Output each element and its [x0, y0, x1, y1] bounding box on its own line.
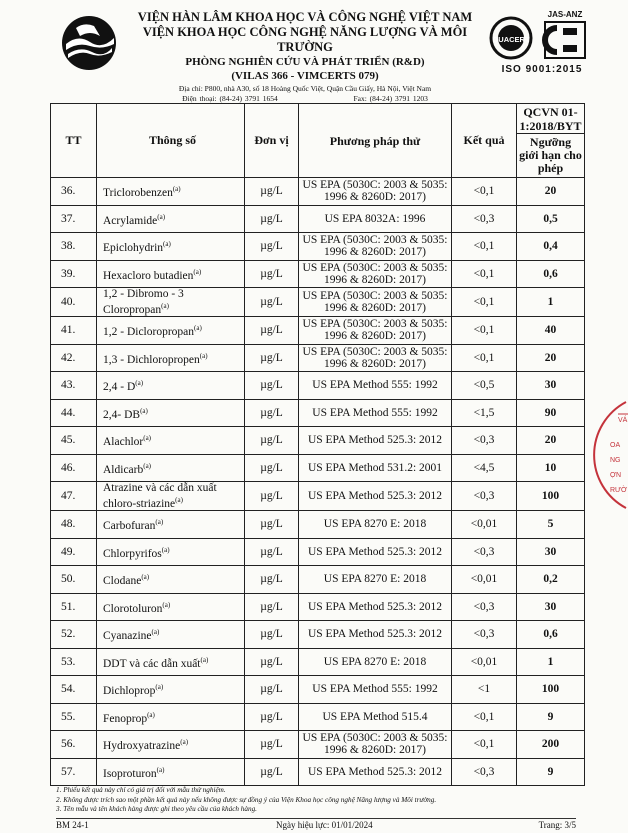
table-row	[51, 260, 585, 288]
limit-value: 5	[517, 511, 585, 539]
stamp-text	[610, 415, 628, 494]
accreditation-marker: (a)	[175, 496, 183, 504]
accreditation-marker: (a)	[143, 461, 152, 470]
accreditation-marker: (a)	[172, 185, 181, 194]
accreditation-marker: (a)	[141, 573, 150, 582]
parameter-name-text	[103, 322, 202, 338]
stamp-text-fragment: ỢN	[610, 472, 622, 479]
results-table-body	[51, 178, 585, 786]
footer-divider	[56, 818, 576, 819]
limit-value: 1	[517, 648, 585, 676]
parameter-name-text	[103, 516, 163, 532]
table-row	[51, 566, 585, 594]
document-header	[0, 0, 607, 103]
limit-value: 100	[517, 482, 585, 511]
jas-anz-text: JAS-ANZ	[547, 10, 583, 19]
limit-value: 30	[517, 372, 585, 400]
row-number: 41.	[51, 317, 97, 345]
table-row	[51, 482, 585, 511]
limit-value: 20	[517, 178, 585, 206]
limit-value: 0,4	[517, 233, 585, 261]
limit-value: 20	[517, 427, 585, 455]
result-value: <0,1	[452, 703, 517, 731]
parameter-name	[97, 676, 245, 704]
header-line-academy: VIỆN HÀN LÂM KHOA HỌC VÀ CÔNG NGHỆ VIỆT NAM	[137, 10, 473, 24]
accreditation-marker: (a)	[200, 655, 209, 664]
result-value: <0,1	[452, 731, 517, 759]
page-number: Trang: 3/5	[538, 820, 576, 830]
test-method: US EPA (5030C: 2003 & 5035: 1996 & 8260D: 2017)	[299, 317, 452, 345]
parameter-name	[97, 399, 245, 427]
accreditation-marker: (a)	[147, 710, 155, 719]
accreditation-marker: (a)	[161, 302, 169, 310]
test-method: US EPA (5030C: 2003 & 5035: 1996 & 8260D: 2017)	[299, 344, 452, 372]
table-row	[51, 344, 585, 372]
test-method: US EPA 8032A: 1996	[299, 205, 452, 233]
parameter-name-text	[103, 432, 151, 448]
accreditation-marker: (a)	[135, 379, 144, 388]
test-method: US EPA Method 525.3: 2012	[299, 482, 452, 511]
unit: µg/L	[245, 482, 299, 511]
accreditation-marker: (a)	[180, 738, 189, 747]
table-row	[51, 233, 585, 261]
results-table	[50, 103, 585, 786]
result-value: <0,3	[452, 482, 517, 511]
header-fax: Fax: (84-24) 3791 1203	[353, 94, 428, 103]
row-number: 53.	[51, 648, 97, 676]
header-result: Kết quả	[452, 104, 517, 178]
test-method: US EPA Method 525.3: 2012	[299, 593, 452, 621]
parameter-name-text	[103, 626, 159, 642]
row-number: 52.	[51, 621, 97, 649]
footnote-2: 2. Không được trích sao một phần kết quả này nếu không được sự đồng ý của Viện Khoa học công nghệ Năng lượng và Môi trường.	[56, 795, 437, 804]
limit-value: 40	[517, 317, 585, 345]
result-value: <0,01	[452, 648, 517, 676]
table-row	[51, 205, 585, 233]
parameter-name	[97, 344, 245, 372]
parameter-name-text	[103, 211, 165, 227]
accreditation-marker: (a)	[194, 324, 202, 333]
test-method: US EPA Method 525.3: 2012	[299, 758, 452, 786]
parameter-name	[97, 454, 245, 482]
accreditation-marker: (a)	[156, 765, 165, 774]
parameter-name-text	[103, 266, 201, 282]
parameter-name	[97, 427, 245, 455]
test-method: US EPA Method 525.3: 2012	[299, 538, 452, 566]
unit: µg/L	[245, 758, 299, 786]
row-number: 38.	[51, 233, 97, 261]
table-row	[51, 454, 585, 482]
limit-value: 20	[517, 344, 585, 372]
parameter-label: 1,3 - Dichloropropen	[103, 353, 200, 366]
limit-value: 200	[517, 731, 585, 759]
header-method: Phương pháp thử	[299, 104, 452, 178]
result-value: <4,5	[452, 454, 517, 482]
unit: µg/L	[245, 288, 299, 317]
parameter-name	[97, 317, 245, 345]
test-method: US EPA Method 531.2: 2001	[299, 454, 452, 482]
result-value: <0,3	[452, 538, 517, 566]
result-value: <0,01	[452, 511, 517, 539]
unit: µg/L	[245, 731, 299, 759]
unit: µg/L	[245, 427, 299, 455]
unit: µg/L	[245, 648, 299, 676]
result-value: <0,3	[452, 621, 517, 649]
table-row	[51, 676, 585, 704]
accreditation-marker: (a)	[155, 683, 164, 692]
parameter-label: Triclorobenzen	[103, 187, 173, 200]
header-line-department: PHÒNG NGHIÊN CỨU VÀ PHÁT TRIỂN (R&D)	[185, 56, 425, 68]
test-method: US EPA (5030C: 2003 & 5035: 1996 & 8260D: 2017)	[299, 731, 452, 759]
parameter-name-text	[103, 764, 164, 780]
result-value: <1,5	[452, 399, 517, 427]
table-row	[51, 178, 585, 206]
parameter-name	[97, 233, 245, 261]
test-method: US EPA Method 555: 1992	[299, 372, 452, 400]
row-number: 40.	[51, 288, 97, 317]
limit-value: 90	[517, 399, 585, 427]
unit: µg/L	[245, 621, 299, 649]
stamp-text-fragment: RƯỜ	[610, 487, 628, 494]
result-value: <0,1	[452, 317, 517, 345]
parameter-label: Epiclohydrin	[103, 242, 164, 255]
row-number: 46.	[51, 454, 97, 482]
footnotes	[56, 786, 436, 815]
header-phone: Điện thoại: (84-24) 3791 1654	[182, 94, 278, 103]
stamp-text-fragment: VÁ	[618, 417, 628, 424]
parameter-name-text	[103, 482, 242, 510]
row-number: 45.	[51, 427, 97, 455]
parameter-name	[97, 538, 245, 566]
parameter-name	[97, 758, 245, 786]
result-value: <1	[452, 676, 517, 704]
header-line-institute: VIỆN KHOA HỌC CÔNG NGHỆ NĂNG LƯỢNG VÀ MÔI TRƯỜNG	[142, 25, 468, 54]
test-method: US EPA Method 555: 1992	[299, 676, 452, 704]
parameter-label: DDT và các dẫn xuất	[103, 657, 201, 670]
row-number: 39.	[51, 260, 97, 288]
parameter-name	[97, 205, 245, 233]
parameter-label: Fenoprop	[103, 712, 148, 725]
result-value: <0,1	[452, 178, 517, 206]
parameter-name-text	[103, 238, 171, 254]
result-value: <0,5	[452, 372, 517, 400]
test-method: US EPA Method 555: 1992	[299, 399, 452, 427]
parameter-name-text	[103, 183, 181, 199]
parameter-label: Clodane	[103, 575, 142, 588]
unit: µg/L	[245, 178, 299, 206]
limit-value: 30	[517, 538, 585, 566]
parameter-label: Aldicarb	[103, 463, 144, 476]
unit: µg/L	[245, 372, 299, 400]
parameter-name-text	[103, 460, 151, 476]
red-stamp-seal	[588, 400, 628, 510]
row-number: 56.	[51, 731, 97, 759]
limit-value: 10	[517, 454, 585, 482]
test-method: US EPA (5030C: 2003 & 5035: 1996 & 8260D: 2017)	[299, 233, 452, 261]
parameter-name	[97, 621, 245, 649]
table-row	[51, 372, 585, 400]
header-unit: Đơn vị	[245, 104, 299, 178]
parameter-name	[97, 288, 245, 317]
parameter-label: Acrylamide	[103, 214, 158, 227]
table-row	[51, 427, 585, 455]
parameter-name-text	[103, 736, 188, 752]
row-number: 44.	[51, 399, 97, 427]
result-value: <0,1	[452, 344, 517, 372]
limit-value: 0,6	[517, 621, 585, 649]
header-parameter: Thông số	[97, 104, 245, 178]
table-row	[51, 703, 585, 731]
unit: µg/L	[245, 593, 299, 621]
parameter-name	[97, 648, 245, 676]
parameter-label: Chlorpyrifos	[103, 547, 162, 560]
unit: µg/L	[245, 676, 299, 704]
row-number: 37.	[51, 205, 97, 233]
unit: µg/L	[245, 703, 299, 731]
parameter-label: Clorotoluron	[103, 602, 163, 615]
accreditation-marker: (a)	[140, 406, 148, 415]
parameter-label: Cyanazine	[103, 630, 152, 643]
parameter-name	[97, 566, 245, 594]
row-number: 42.	[51, 344, 97, 372]
iso-certification: ISO 9001:2015	[501, 64, 583, 75]
test-method: US EPA (5030C: 2003 & 5035: 1996 & 8260D: 2017)	[299, 178, 452, 206]
parameter-name-text	[103, 599, 170, 615]
parameter-name	[97, 511, 245, 539]
header-address: Địa chỉ: P800, nhà A30, số 18 Hoàng Quốc Việt, Quận Cầu Giấy, Hà Nội, Việt Nam	[178, 84, 432, 93]
row-number: 47.	[51, 482, 97, 511]
limit-value: 9	[517, 703, 585, 731]
accreditation-marker: (a)	[151, 628, 160, 637]
parameter-name-text	[103, 681, 163, 697]
accreditation-marker: (a)	[155, 518, 164, 527]
parameter-label: Dichloprop	[103, 685, 156, 698]
test-method: US EPA Method 525.3: 2012	[299, 621, 452, 649]
unit: µg/L	[245, 511, 299, 539]
table-row	[51, 648, 585, 676]
table-row	[51, 399, 585, 427]
row-number: 55.	[51, 703, 97, 731]
accreditation-marker: (a)	[199, 351, 208, 360]
row-number: 54.	[51, 676, 97, 704]
test-method: US EPA 8270 E: 2018	[299, 566, 452, 594]
unit: µg/L	[245, 344, 299, 372]
row-number: 49.	[51, 538, 97, 566]
table-row	[51, 621, 585, 649]
parameter-name-text	[103, 350, 208, 366]
unit: µg/L	[245, 233, 299, 261]
parameter-label: 1,2 - Dibromo - 3 Cloropropan	[103, 288, 184, 316]
limit-value: 0,2	[517, 566, 585, 594]
parameter-name-text	[103, 377, 143, 393]
parameter-name-text	[103, 571, 149, 587]
test-method: US EPA Method 515.4	[299, 703, 452, 731]
test-method: US EPA (5030C: 2003 & 5035: 1996 & 8260D: 2017)	[299, 288, 452, 317]
header-qcvn: QCVN 01-1:2018/BYT	[517, 104, 585, 134]
parameter-name	[97, 260, 245, 288]
stamp-text-fragment: NG	[610, 457, 621, 464]
stamp-text-fragment: OA	[610, 442, 621, 449]
accreditation-marker: (a)	[157, 212, 166, 221]
parameter-name	[97, 482, 245, 511]
row-number: 51.	[51, 593, 97, 621]
parameter-name-text	[103, 544, 170, 560]
table-row	[51, 538, 585, 566]
result-value: <0,1	[452, 288, 517, 317]
header-tt: TT	[51, 104, 97, 178]
table-row	[51, 731, 585, 759]
parameter-label: Isoproturon	[103, 767, 157, 780]
table-row	[51, 288, 585, 317]
test-method: US EPA 8270 E: 2018	[299, 648, 452, 676]
limit-value: 0,6	[517, 260, 585, 288]
parameter-name-text	[103, 405, 148, 421]
row-number: 36.	[51, 178, 97, 206]
parameter-name	[97, 731, 245, 759]
header-limit: Ngưỡng giới hạn cho phép	[517, 134, 585, 178]
footnote-1: 1. Phiếu kết quả này chỉ có giá trị đối với mẫu thử nghiệm.	[56, 786, 226, 794]
unit: µg/L	[245, 260, 299, 288]
accreditation-marker: (a)	[163, 240, 171, 249]
result-value: <0,1	[452, 260, 517, 288]
unit: µg/L	[245, 566, 299, 594]
limit-value: 9	[517, 758, 585, 786]
accreditation-marker: (a)	[193, 267, 202, 276]
parameter-label: Alachlor	[103, 436, 144, 449]
parameter-label: 1,2 - Dicloropropan	[103, 326, 195, 339]
result-value: <0,1	[452, 233, 517, 261]
result-value: <0,01	[452, 566, 517, 594]
parameter-name	[97, 593, 245, 621]
unit: µg/L	[245, 454, 299, 482]
limit-value: 100	[517, 676, 585, 704]
result-value: <0,3	[452, 205, 517, 233]
row-number: 48.	[51, 511, 97, 539]
parameter-label: Carbofuran	[103, 520, 156, 533]
table-row	[51, 593, 585, 621]
footnote-3: 3. Tên mẫu và tên khách hàng được ghi theo yêu cầu của khách hàng.	[56, 805, 257, 813]
limit-value: 0,5	[517, 205, 585, 233]
parameter-name-text	[103, 709, 155, 725]
parameter-label: Atrazine và các dẫn xuất chloro-striazine	[103, 482, 217, 510]
quacert-text: QUACERT	[492, 35, 530, 44]
parameter-label: Hydroxyatrazine	[103, 740, 181, 753]
parameter-name	[97, 372, 245, 400]
accreditation-marker: (a)	[161, 545, 170, 554]
unit: µg/L	[245, 205, 299, 233]
test-method: US EPA (5030C: 2003 & 5035: 1996 & 8260D: 2017)	[299, 260, 452, 288]
parameter-label: Hexacloro butadien	[103, 269, 194, 282]
limit-value: 30	[517, 593, 585, 621]
table-row	[51, 317, 585, 345]
parameter-name	[97, 703, 245, 731]
test-method: US EPA 8270 E: 2018	[299, 511, 452, 539]
row-number: 50.	[51, 566, 97, 594]
row-number: 57.	[51, 758, 97, 786]
unit: µg/L	[245, 538, 299, 566]
limit-value: 1	[517, 288, 585, 317]
row-number: 43.	[51, 372, 97, 400]
unit: µg/L	[245, 399, 299, 427]
result-value: <0,3	[452, 758, 517, 786]
parameter-label: 2,4- DB	[103, 408, 141, 421]
table-row	[51, 758, 585, 786]
unit: µg/L	[245, 317, 299, 345]
institute-logo-icon	[60, 14, 118, 72]
result-value: <0,3	[452, 593, 517, 621]
test-method: US EPA Method 525.3: 2012	[299, 427, 452, 455]
result-value: <0,3	[452, 427, 517, 455]
parameter-name	[97, 178, 245, 206]
accreditation-marker: (a)	[162, 600, 171, 609]
effective-date: Ngày hiệu lực: 01/01/2024	[276, 820, 373, 830]
parameter-name-text	[103, 654, 208, 670]
parameter-name-text	[103, 288, 242, 316]
header-line-accreditation: (VILAS 366 - VIMCERTS 079)	[231, 70, 379, 82]
table-row	[51, 511, 585, 539]
accreditation-marker: (a)	[143, 434, 152, 443]
form-code: BM 24-1	[56, 820, 89, 830]
parameter-label: 2,4 - D	[103, 381, 136, 394]
